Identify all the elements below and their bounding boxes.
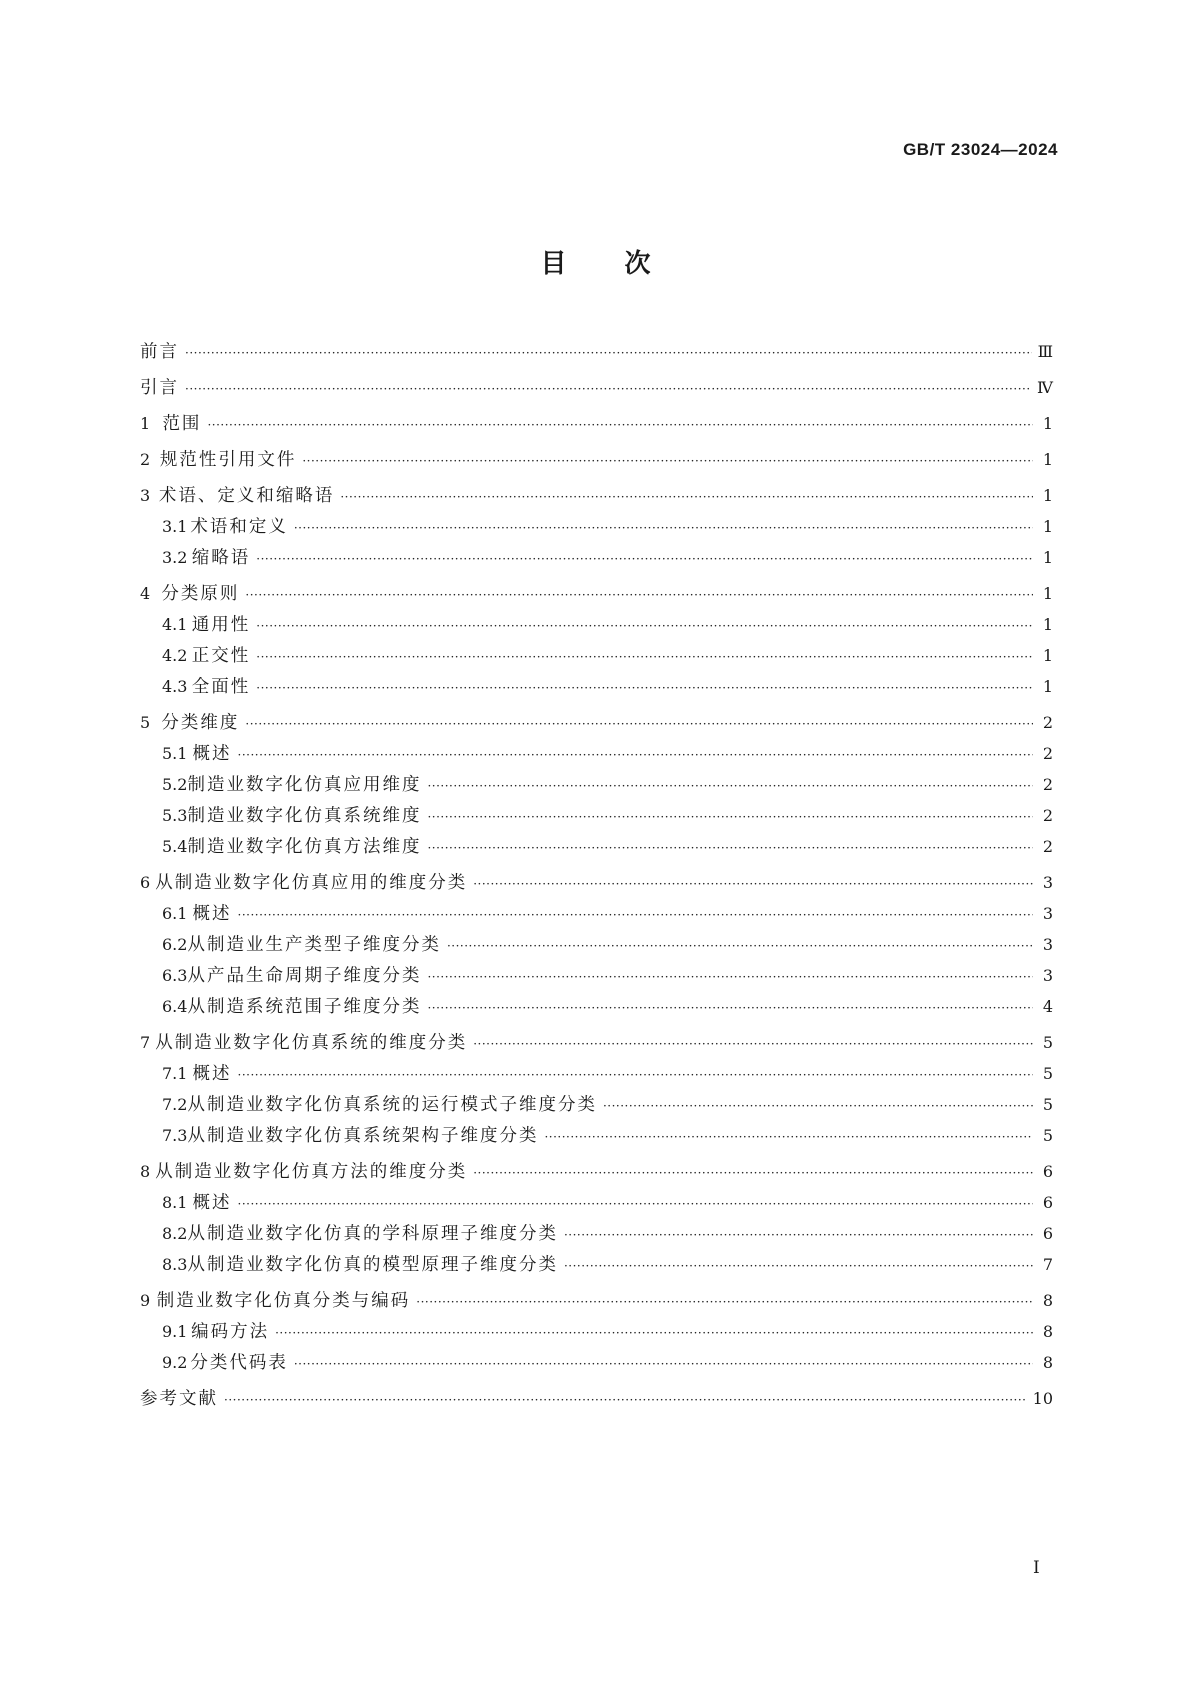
toc-entry[interactable] xyxy=(140,480,1053,511)
toc-entry[interactable] xyxy=(140,1120,1053,1151)
toc-entry-label: 从制造业数字化仿真的模型原理子维度分类 xyxy=(187,1255,558,1275)
toc-entry[interactable] xyxy=(140,1187,1053,1218)
toc-dot-leader xyxy=(473,869,1033,900)
toc-entry-page: 8 xyxy=(1042,1322,1053,1341)
toc-entry[interactable] xyxy=(140,1347,1053,1378)
toc-entry-page: 8 xyxy=(1042,1353,1053,1372)
toc-entry[interactable] xyxy=(140,738,1053,769)
toc-entry-label: 从制造业数字化仿真的学科原理子维度分类 xyxy=(187,1224,558,1244)
toc-entry-page: 1 xyxy=(1042,450,1053,469)
page-title: 目次 xyxy=(540,249,709,279)
toc-entry-number: 4.3 xyxy=(162,677,188,696)
toc-entry-page: Ⅲ xyxy=(1037,342,1053,361)
toc-entry[interactable] xyxy=(140,800,1053,831)
toc-entry[interactable] xyxy=(140,336,1053,367)
toc-entry[interactable] xyxy=(140,372,1053,403)
toc-entry-page: 1 xyxy=(1042,486,1053,505)
toc-entry-page: 1 xyxy=(1042,548,1053,567)
toc-entry-label: 制造业数字化仿真应用维度 xyxy=(187,775,422,795)
toc-dot-leader xyxy=(245,709,1033,740)
toc-entry-page: 4 xyxy=(1042,997,1053,1016)
toc-entry-label: 从制造业数字化仿真方法的维度分类 xyxy=(155,1162,468,1182)
toc-entry[interactable] xyxy=(140,1218,1053,1249)
toc-dot-leader xyxy=(224,1385,1027,1416)
toc-entry[interactable] xyxy=(140,831,1053,862)
toc-entry-number: 7.3 xyxy=(162,1126,188,1145)
toc-entry-page: 3 xyxy=(1042,966,1053,985)
toc-entry-page: 2 xyxy=(1042,713,1053,732)
toc-entry-page: 2 xyxy=(1042,806,1053,825)
toc-entry[interactable] xyxy=(140,444,1053,475)
toc-entry-number: 8.2 xyxy=(162,1224,188,1243)
toc-entry[interactable] xyxy=(140,671,1053,702)
toc-entry[interactable] xyxy=(140,1089,1053,1120)
toc-dot-leader xyxy=(275,1318,1033,1349)
toc-dot-leader xyxy=(207,410,1033,441)
toc-entry[interactable] xyxy=(140,408,1053,439)
toc-entry-page: 2 xyxy=(1042,775,1053,794)
toc-entry-page: 5 xyxy=(1042,1033,1053,1052)
toc-dot-leader xyxy=(564,1251,1033,1282)
toc-entry-number: 9.2 xyxy=(162,1353,188,1372)
toc-entry-page: 1 xyxy=(1042,517,1053,536)
toc-entry-page: 1 xyxy=(1042,414,1053,433)
toc-entry-page: 3 xyxy=(1042,904,1053,923)
toc-entry-number: 8.1 xyxy=(162,1193,188,1212)
toc-dot-leader xyxy=(473,1029,1033,1060)
toc-dot-leader xyxy=(238,1189,1033,1220)
toc-entry-page: 2 xyxy=(1042,744,1053,763)
toc-dot-leader xyxy=(544,1122,1033,1153)
toc-entry-page: 6 xyxy=(1042,1193,1053,1212)
toc-dot-leader xyxy=(256,544,1033,575)
toc-entry-page: 3 xyxy=(1042,935,1053,954)
toc-dot-leader xyxy=(473,1158,1033,1189)
toc-entry-label: 前言 xyxy=(140,342,179,362)
toc-entry[interactable] xyxy=(140,867,1053,898)
toc-entry-number: 6.3 xyxy=(162,966,188,985)
toc-dot-leader xyxy=(256,611,1033,642)
toc-entry-label: 概述 xyxy=(192,744,232,764)
toc-entry-number: 7.1 xyxy=(162,1064,188,1083)
toc-entry[interactable] xyxy=(140,1249,1053,1280)
toc-entry-label: 术语和定义 xyxy=(190,517,288,537)
toc-dot-leader xyxy=(256,642,1033,673)
toc-entry-label: 范围 xyxy=(162,414,202,434)
toc-entry-label: 参考文献 xyxy=(140,1389,218,1409)
toc-entry-number: 4.1 xyxy=(162,615,188,634)
toc-entry-number: 8.3 xyxy=(162,1255,188,1274)
toc-entry-page: 1 xyxy=(1042,677,1053,696)
toc-entry-page: 6 xyxy=(1042,1162,1053,1181)
toc-entry-label: 制造业数字化仿真系统维度 xyxy=(187,806,422,826)
toc-entry-number: 4.2 xyxy=(162,646,188,665)
toc-dot-leader xyxy=(238,900,1033,931)
toc-dot-leader xyxy=(185,374,1031,405)
toc-entry-label: 正交性 xyxy=(191,646,251,666)
toc-entry-label: 全面性 xyxy=(191,677,251,697)
table-of-contents xyxy=(140,336,1053,1414)
standard-code: GB/T 23024—2024 xyxy=(903,140,1058,159)
toc-entry[interactable] xyxy=(140,1285,1053,1316)
toc-entry[interactable] xyxy=(140,640,1053,671)
toc-entry-number: 9.1 xyxy=(162,1322,188,1341)
toc-entry-page: Ⅳ xyxy=(1037,378,1053,397)
toc-dot-leader xyxy=(447,931,1033,962)
toc-dot-leader xyxy=(340,482,1033,513)
toc-entry-number: 8 xyxy=(140,1162,151,1181)
toc-entry-number: 2 xyxy=(140,450,151,469)
toc-entry-number: 7 xyxy=(140,1033,151,1052)
toc-dot-leader xyxy=(185,338,1032,369)
toc-entry-number: 6.2 xyxy=(162,935,188,954)
toc-entry-label: 从制造系统范围子维度分类 xyxy=(187,997,422,1017)
toc-entry[interactable] xyxy=(140,511,1053,542)
toc-entry-number: 5 xyxy=(140,713,151,732)
footer-page-number: I xyxy=(1033,1558,1040,1578)
toc-dot-leader xyxy=(427,802,1033,833)
toc-entry-number: 5.2 xyxy=(162,775,188,794)
toc-entry-page: 5 xyxy=(1042,1095,1053,1114)
toc-entry-number: 6.1 xyxy=(162,904,188,923)
toc-entry-number: 5.3 xyxy=(162,806,188,825)
toc-entry[interactable] xyxy=(140,609,1053,640)
toc-entry-label: 制造业数字化仿真分类与编码 xyxy=(156,1291,411,1311)
toc-entry-number: 6 xyxy=(140,873,151,892)
toc-entry-label: 制造业数字化仿真方法维度 xyxy=(187,837,422,857)
toc-dot-leader xyxy=(245,580,1033,611)
toc-entry-label: 从制造业数字化仿真系统架构子维度分类 xyxy=(187,1126,539,1146)
toc-entry[interactable] xyxy=(140,929,1053,960)
toc-entry[interactable] xyxy=(140,898,1053,929)
toc-entry-label: 概述 xyxy=(192,904,232,924)
toc-entry-number: 4 xyxy=(140,584,151,603)
toc-entry-label: 编码方法 xyxy=(191,1322,270,1342)
toc-entry-label: 规范性引用文件 xyxy=(159,450,297,470)
toc-entry-page: 7 xyxy=(1042,1255,1053,1274)
toc-entry-label: 概述 xyxy=(192,1064,232,1084)
toc-entry-label: 概述 xyxy=(192,1193,232,1213)
toc-entry-page: 6 xyxy=(1042,1224,1053,1243)
toc-entry-page: 1 xyxy=(1042,584,1053,603)
toc-entry[interactable] xyxy=(140,707,1053,738)
toc-entry-number: 1 xyxy=(140,414,151,433)
toc-dot-leader xyxy=(294,513,1033,544)
toc-entry-label: 从制造业生产类型子维度分类 xyxy=(187,935,441,955)
toc-dot-leader xyxy=(294,1349,1033,1380)
toc-entry-label: 引言 xyxy=(140,378,179,398)
toc-entry-number: 5.4 xyxy=(162,837,188,856)
toc-entry-label: 从制造业数字化仿真系统的维度分类 xyxy=(155,1033,468,1053)
toc-dot-leader xyxy=(427,962,1033,993)
toc-dot-leader xyxy=(427,993,1033,1024)
toc-entry-page: 10 xyxy=(1032,1389,1053,1408)
toc-entry-label: 通用性 xyxy=(191,615,251,635)
toc-dot-leader xyxy=(603,1091,1033,1122)
toc-entry[interactable] xyxy=(140,991,1053,1022)
toc-entry[interactable] xyxy=(140,578,1053,609)
toc-entry-label: 分类维度 xyxy=(161,713,240,733)
toc-entry[interactable] xyxy=(140,542,1053,573)
toc-entry[interactable] xyxy=(140,1316,1053,1347)
toc-entry[interactable] xyxy=(140,1027,1053,1058)
toc-entry-label: 从制造业数字化仿真应用的维度分类 xyxy=(155,873,468,893)
toc-entry[interactable] xyxy=(140,1156,1053,1187)
toc-entry-label: 分类代码表 xyxy=(190,1353,288,1373)
toc-entry-label: 从产品生命周期子维度分类 xyxy=(187,966,422,986)
toc-dot-leader xyxy=(256,673,1033,704)
toc-entry-page: 3 xyxy=(1042,873,1053,892)
toc-entry-label: 从制造业数字化仿真系统的运行模式子维度分类 xyxy=(187,1095,597,1115)
toc-entry-number: 6.4 xyxy=(162,997,188,1016)
toc-dot-leader xyxy=(302,446,1033,477)
toc-dot-leader xyxy=(564,1220,1033,1251)
toc-entry[interactable] xyxy=(140,1383,1053,1414)
toc-entry-number: 3.2 xyxy=(162,548,188,567)
toc-dot-leader xyxy=(238,740,1033,771)
toc-entry[interactable] xyxy=(140,960,1053,991)
toc-entry-page: 2 xyxy=(1042,837,1053,856)
toc-entry[interactable] xyxy=(140,769,1053,800)
toc-entry-page: 1 xyxy=(1042,646,1053,665)
toc-entry-number: 3.1 xyxy=(162,517,188,536)
toc-entry-page: 5 xyxy=(1042,1064,1053,1083)
toc-entry-page: 5 xyxy=(1042,1126,1053,1145)
toc-entry[interactable] xyxy=(140,1058,1053,1089)
toc-dot-leader xyxy=(238,1060,1033,1091)
toc-entry-page: 8 xyxy=(1042,1291,1053,1310)
toc-entry-label: 分类原则 xyxy=(161,584,240,604)
toc-entry-page: 1 xyxy=(1042,615,1053,634)
toc-dot-leader xyxy=(427,771,1033,802)
toc-dot-leader xyxy=(427,833,1033,864)
toc-dot-leader xyxy=(416,1287,1033,1318)
toc-entry-label: 缩略语 xyxy=(191,548,251,568)
toc-entry-number: 5.1 xyxy=(162,744,188,763)
toc-entry-label: 术语、定义和缩略语 xyxy=(158,486,335,506)
toc-entry-number: 7.2 xyxy=(162,1095,188,1114)
toc-entry-number: 3 xyxy=(140,486,151,505)
toc-entry-number: 9 xyxy=(140,1291,151,1310)
